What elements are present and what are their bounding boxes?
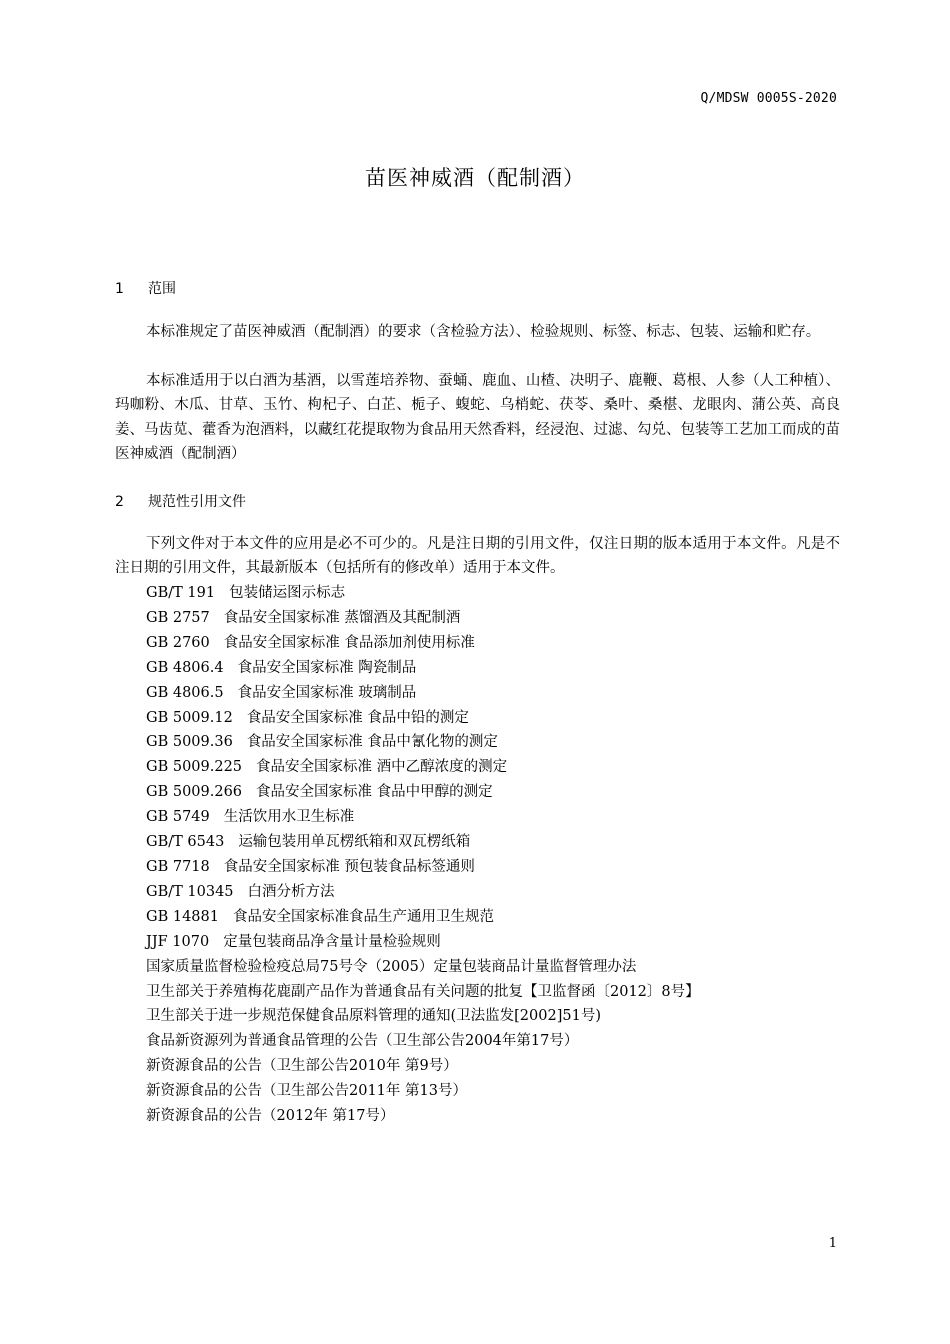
reference-item: [146, 631, 700, 656]
reference-code: GB/T 10345: [146, 883, 234, 900]
reference-title: 食品安全国家标准 玻璃制品: [237, 684, 417, 701]
reference-title: 运输包装用单瓦楞纸箱和双瓦楞纸箱: [238, 834, 471, 851]
section-title: 规范性引用文件: [148, 494, 246, 510]
reference-item: [146, 1004, 700, 1029]
reference-item: [146, 930, 700, 955]
reference-title: 卫生部关于养殖梅花鹿副产品作为普通食品有关问题的批复【卫监督函〔2012〕8号】: [146, 983, 700, 1000]
document-title: 苗医神威酒（配制酒）: [365, 166, 585, 190]
reference-title: 食品安全国家标准 食品中铅的测定: [246, 709, 469, 726]
reference-title: 食品新资源列为普通食品管理的公告（卫生部公告2004年第17号）: [146, 1033, 579, 1050]
reference-item: [146, 606, 700, 631]
section-heading-scope: [115, 278, 176, 298]
reference-title: 卫生部关于进一步规范保健食品原料管理的通知(卫法监发[2002]51号): [146, 1008, 601, 1025]
reference-code: GB 5009.36: [146, 734, 233, 751]
reference-item: [146, 980, 700, 1005]
reference-title: 新资源食品的公告（2012年 第17号）: [146, 1108, 395, 1125]
reference-title: 定量包装商品净含量计量检验规则: [223, 933, 441, 950]
reference-item: [146, 905, 700, 930]
reference-title: 食品安全国家标准食品生产通用卫生规范: [232, 908, 494, 925]
reference-title: 食品安全国家标准 食品中氰化物的测定: [246, 734, 498, 751]
reference-code: GB 14881: [146, 908, 219, 925]
reference-title: 生活饮用水卫生标准: [223, 809, 355, 826]
reference-code: GB 7718: [146, 858, 210, 875]
section-heading-normative-references: [115, 491, 246, 511]
reference-list: [146, 581, 700, 1129]
reference-code: GB/T 6543: [146, 834, 225, 851]
reference-item: [146, 730, 700, 755]
reference-item: [146, 1029, 700, 1054]
reference-item: [146, 656, 700, 681]
reference-item: [146, 805, 700, 830]
section-number: 2: [115, 494, 124, 510]
scope-paragraph-1: 本标准规定了苗医神威酒（配制酒）的要求（含检验方法）、检验规则、标签、标志、包装、运输和贮存。: [146, 324, 821, 340]
scope-paragraph-2: 本标准适用于以白酒为基酒，以雪莲培养物、蚕蛹、鹿血、山楂、决明子、鹿鞭、葛根、人参（人工种植）、玛咖粉、木瓜、甘草、玉竹、枸杞子、白芷、栀子、蝮蛇、乌梢蛇、茯苓、桑叶、桑椹、龙眼肉、蒲公英、高良姜、马齿苋、藿香为泡酒料，以藏红花提取物为食品用天然香料，经浸泡、过滤、勾兑、包装等工艺加工而成的苗医神威酒（配制酒）: [115, 373, 840, 462]
reference-code: GB 4806.5: [146, 684, 224, 701]
references-intro-paragraph: 下列文件对于本文件的应用是必不可少的。凡是注日期的引用文件，仅注日期的版本适用于本文件。凡是不注日期的引用文件，其最新版本（包括所有的修改单）适用于本文件。: [115, 536, 840, 577]
reference-code: GB 2760: [146, 634, 210, 651]
reference-code: JJF 1070: [146, 933, 210, 950]
reference-title: 新资源食品的公告（卫生部公告2011年 第13号）: [146, 1083, 467, 1100]
reference-code: GB/T 191: [146, 585, 216, 601]
reference-item: [146, 581, 700, 606]
reference-item: [146, 1104, 700, 1129]
reference-title: 白酒分析方法: [247, 883, 335, 900]
page-number: 1: [828, 1236, 837, 1251]
reference-code: GB 5009.12: [146, 709, 233, 726]
reference-code: GB 5749: [146, 809, 210, 826]
reference-item: [146, 830, 700, 855]
document-code: Q/MDSW 0005S-2020: [700, 91, 837, 106]
reference-title: 食品安全国家标准 预包装食品标签通则: [223, 858, 475, 875]
reference-item: [146, 1079, 700, 1104]
reference-title: 食品安全国家标准 陶瓷制品: [237, 659, 417, 676]
reference-title: 食品安全国家标准 蒸馏酒及其配制酒: [223, 609, 461, 626]
reference-title: 新资源食品的公告（卫生部公告2010年 第9号）: [146, 1058, 458, 1075]
reference-title: 食品安全国家标准 食品添加剂使用标准: [223, 634, 475, 651]
reference-title: 食品安全国家标准 酒中乙醇浓度的测定: [256, 759, 508, 776]
reference-code: GB 2757: [146, 609, 210, 626]
reference-item: [146, 1054, 700, 1079]
reference-item: [146, 681, 700, 706]
reference-item: [146, 780, 700, 805]
reference-item: [146, 755, 700, 780]
reference-title: 国家质量监督检验检疫总局75号令（2005）定量包装商品计量监督管理办法: [146, 958, 637, 975]
reference-code: GB 4806.4: [146, 659, 224, 676]
section-title: 范围: [148, 281, 176, 297]
reference-title: 包装储运图示标志: [229, 585, 346, 601]
reference-code: GB 5009.225: [146, 759, 243, 776]
section-number: 1: [115, 281, 124, 297]
reference-item: [146, 855, 700, 880]
reference-item: [146, 880, 700, 905]
reference-code: GB 5009.266: [146, 784, 243, 801]
reference-item: [146, 955, 700, 980]
reference-title: 食品安全国家标准 食品中甲醇的测定: [256, 784, 493, 801]
reference-item: [146, 706, 700, 731]
